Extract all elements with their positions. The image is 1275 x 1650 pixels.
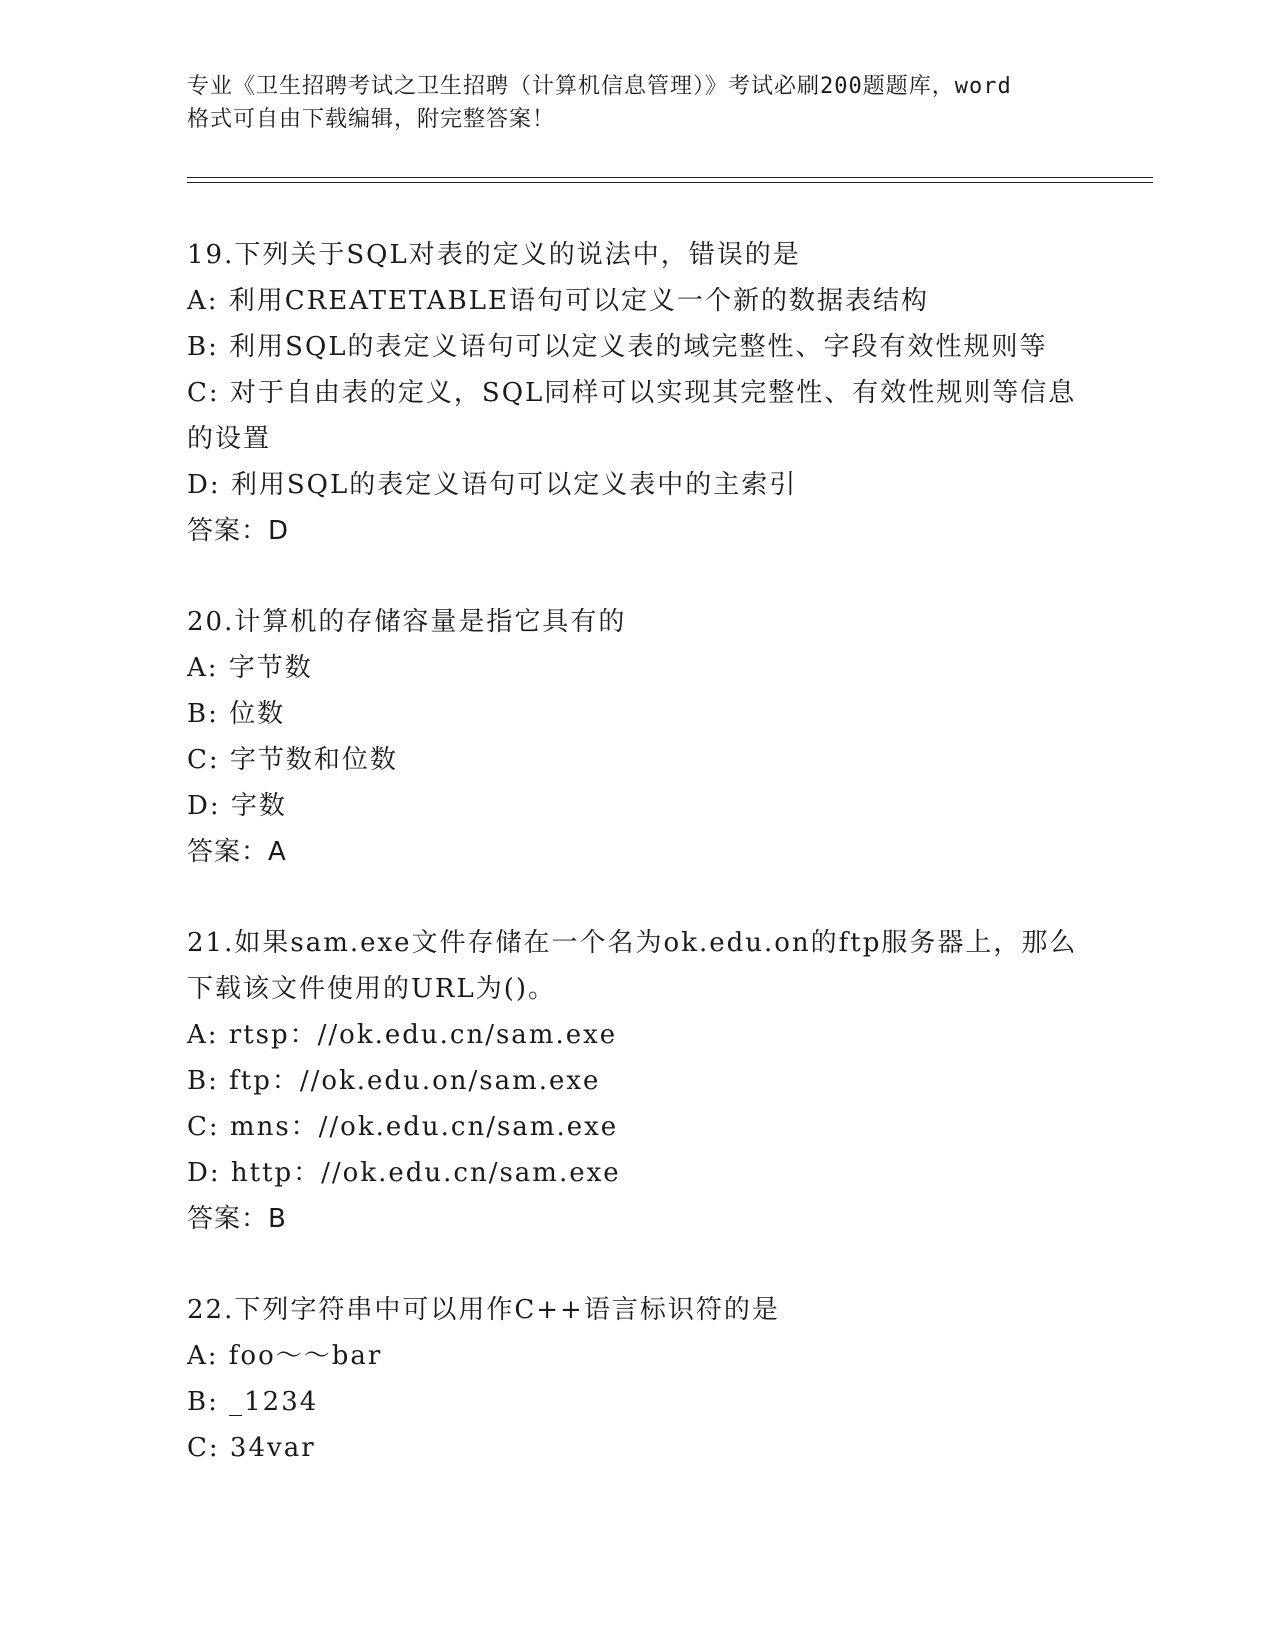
option-a: A: foo～～bar bbox=[187, 1341, 383, 1371]
question-21 bbox=[187, 920, 1087, 1242]
answer-label: 答案：D bbox=[187, 516, 290, 546]
option-b: B: _1234 bbox=[187, 1387, 319, 1417]
option-a: A: 字节数 bbox=[187, 653, 313, 683]
option-b: B: 位数 bbox=[187, 699, 286, 729]
question-22 bbox=[187, 1287, 1087, 1471]
option-d: D: http：//ok.edu.cn/sam.exe bbox=[187, 1158, 621, 1188]
question-stem: 19.下列关于SQL对表的定义的说法中，错误的是 bbox=[187, 240, 801, 270]
question-stem: 22.下列字符串中可以用作C++语言标识符的是 bbox=[187, 1295, 780, 1325]
option-c: C: 对于自由表的定义，SQL同样可以实现其完整性、有效性规则等信息的设置 bbox=[187, 378, 1077, 454]
option-c: C: 34var bbox=[187, 1433, 316, 1463]
question-20 bbox=[187, 599, 1087, 875]
question-stem: 21.如果sam.exe文件存储在一个名为ok.edu.on的ftp服务器上，那么下载该文件使用的URL为()。 bbox=[187, 928, 1078, 1004]
header-rule-top bbox=[187, 177, 1153, 178]
option-c: C: 字节数和位数 bbox=[187, 745, 398, 775]
answer-label: 答案：A bbox=[187, 837, 287, 867]
question-list bbox=[187, 232, 1087, 1516]
option-b: B: ftp：//ok.edu.on/sam.exe bbox=[187, 1066, 601, 1096]
document-header bbox=[187, 70, 1087, 136]
option-d: D: 利用SQL的表定义语句可以定义表中的主索引 bbox=[187, 470, 798, 500]
answer-label: 答案：B bbox=[187, 1204, 287, 1234]
question-19 bbox=[187, 232, 1087, 554]
option-d: D: 字数 bbox=[187, 791, 287, 821]
header-rule-bottom bbox=[187, 182, 1153, 183]
option-a: A: 利用CREATETABLE语句可以定义一个新的数据表结构 bbox=[187, 286, 929, 316]
question-stem: 20.计算机的存储容量是指它具有的 bbox=[187, 607, 627, 637]
header-line-2: 格式可自由下载编辑，附完整答案！ bbox=[187, 107, 556, 132]
header-line-1: 专业《卫生招聘考试之卫生招聘（计算机信息管理）》考试必刷200题题库，word bbox=[187, 74, 1012, 99]
option-a: A: rtsp：//ok.edu.cn/sam.exe bbox=[187, 1020, 618, 1050]
option-b: B: 利用SQL的表定义语句可以定义表的域完整性、字段有效性规则等 bbox=[187, 332, 1048, 362]
option-c: C: mns：//ok.edu.cn/sam.exe bbox=[187, 1112, 619, 1142]
